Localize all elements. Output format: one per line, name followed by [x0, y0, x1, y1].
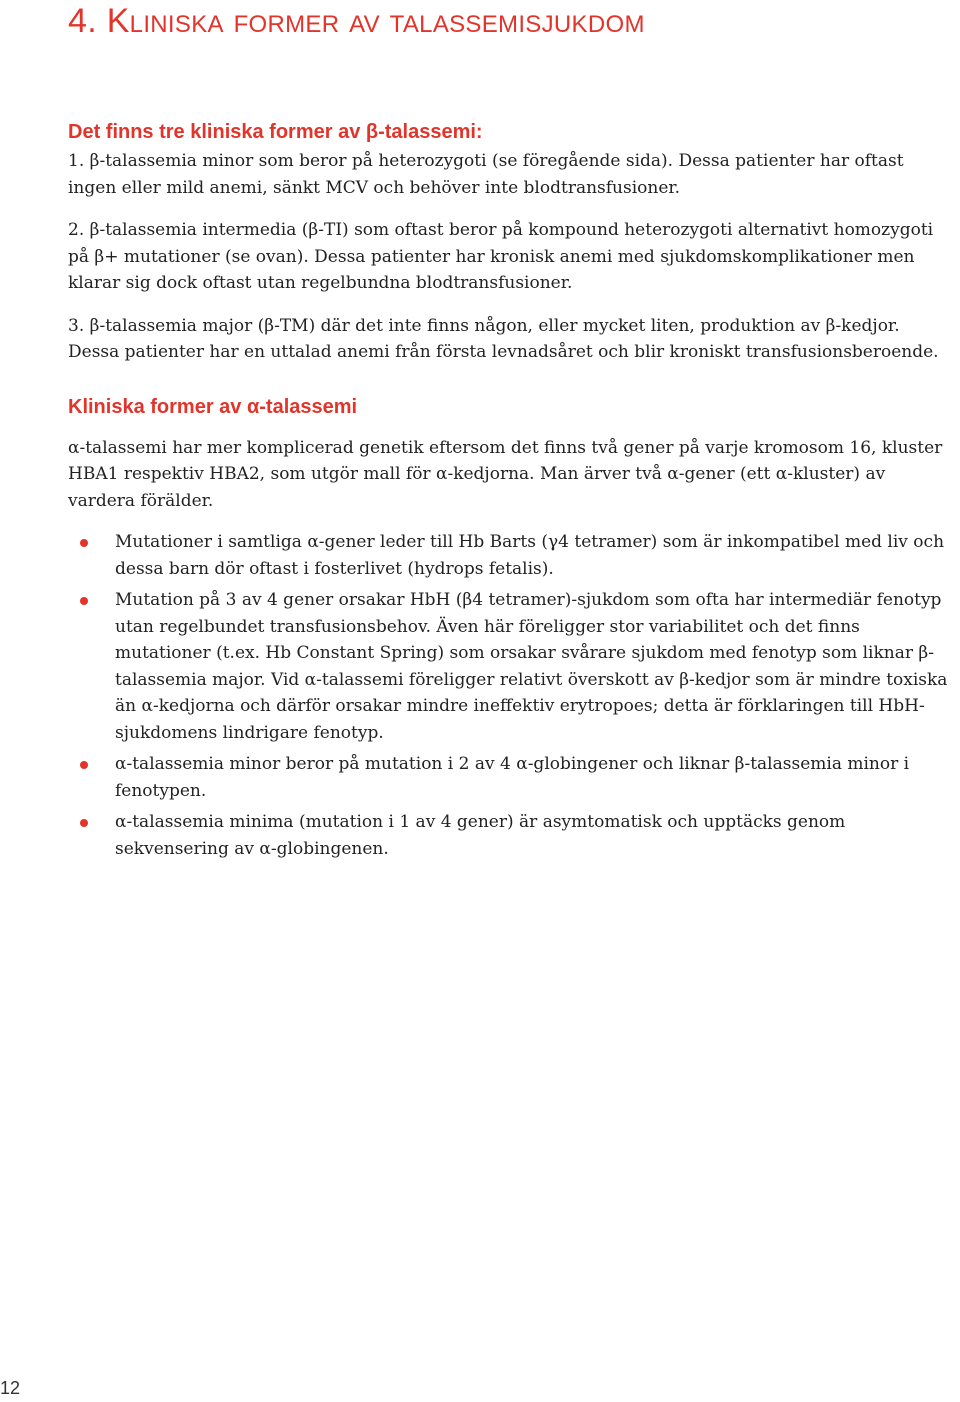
beta-section-heading: Det finns tre kliniska former av β-talassemi: — [68, 121, 483, 143]
list-item — [68, 587, 948, 746]
beta-item-3: 3. β-talassemia major (β-TM) där det inte finns någon, eller mycket liten, produktion av β-kedjor. Dessa patienter har en uttalad anemi från första levnadsåret och blir kroniskt transfusionsberoende. — [68, 315, 939, 362]
bullet-text: Mutation på 3 av 4 gener orsakar HbH (β4 tetramer)-sjukdom som ofta har intermediär fenotyp utan regelbundet transfusionsbehov. Även här föreligger stor variabilitet och det finns mutationer (t.ex. Hb Constant Spring) som orsakar svårare sjukdom med fenotyp som liknar β-talassemia major. Vid α-talassemi föreligger relativt överskott av β-kedjor som är mindre toxiska än α-kedjorna och därför orsakar mindre ineffektiv erytropoes; detta är förklaringen till HbH-sjukdomens lindrigare fenotyp. — [115, 590, 948, 743]
chapter-title: 4. Kliniska former av talassemisjukdom — [68, 2, 645, 40]
bullet-dot-icon — [80, 819, 88, 827]
page-content — [68, 118, 948, 862]
bullet-dot-icon — [80, 539, 88, 547]
bullet-text: Mutationer i samtliga α-gener leder till Hb Barts (γ4 tetramer) som är inkompatibel med liv och dessa barn dör oftast i fosterlivet (hydrops fetalis). — [115, 532, 945, 579]
page-number: 12 — [0, 1378, 21, 1398]
list-item — [68, 809, 948, 862]
bullet-dot-icon — [80, 597, 88, 605]
bullet-text: α-talassemia minor beror på mutation i 2 av 4 α-globingener och liknar β-talassemia minor i fenotypen. — [115, 754, 910, 801]
alpha-bullet-list — [68, 529, 948, 862]
bullet-dot-icon — [80, 761, 88, 769]
list-item — [68, 751, 948, 804]
beta-item-2: 2. β-talassemia intermedia (β-TI) som oftast beror på kompound heterozygoti alternativt homozygoti på β+ mutationer (se ovan). Dessa patienter har kronisk anemi med sjukdomskomplikationer men klarar sig dock oftast utan regelbundna blodtransfusioner. — [68, 220, 934, 293]
alpha-intro: α-talassemi har mer komplicerad genetik eftersom det finns två gener på varje kromosom 16, kluster HBA1 respektiv HBA2, som utgör mall för α-kedjorna. Man ärver två α-gener (ett α-kluster) av vardera förälder. — [68, 437, 943, 511]
beta-item-1: 1. β-talassemia minor som beror på heterozygoti (se föregående sida). Dessa patienter har oftast ingen eller mild anemi, sänkt MCV och behöver inte blodtransfusioner. — [68, 151, 904, 198]
list-item — [68, 529, 948, 582]
alpha-section-heading: Kliniska former av α-talassemi — [68, 395, 358, 418]
bullet-text: α-talassemia minima (mutation i 1 av 4 gener) är asymtomatisk och upptäcks genom sekvensering av α-globingenen. — [115, 812, 846, 859]
